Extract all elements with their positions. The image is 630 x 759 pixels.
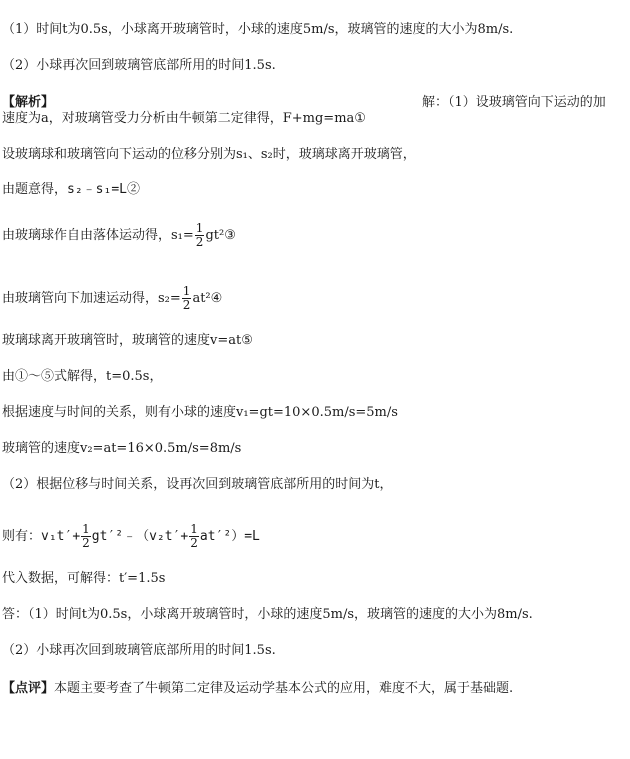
equation-fraction-1 (81, 523, 91, 550)
meaning-line (2, 182, 140, 198)
accel-rhs: at²④ (192, 291, 223, 306)
comment-text: 本题主要考查了牛顿第二定律及运动学基本公式的应用，难度不大，属于基础题. (54, 681, 514, 696)
freefall-rhs: gt²③ (205, 228, 236, 243)
accel-prefix: 由玻璃管向下加速运动得， (2, 291, 159, 306)
v2-line: 玻璃管的速度v₂=at=16×0.5m/s=8m/s (2, 441, 242, 456)
equation-prefix: 则有： (2, 529, 42, 544)
answer-line-1: （1）时间t为0.5s，小球离开玻璃管时，小球的速度5m/s，玻璃管的速度的大小为8m/s. (2, 22, 514, 37)
part2-line: （2）根据位移与时间关系，设再次回到玻璃管底部所用的时间为t， (2, 477, 393, 492)
substitute-line: 代入数据，可解得：t′=1.5s (2, 571, 166, 586)
accel-fraction (182, 285, 192, 312)
comment-heading: 【点评】 (2, 681, 55, 696)
analysis-heading: 【解析】 (2, 95, 55, 110)
equation-fraction-2 (189, 523, 199, 550)
equation-denominator-2: 2 (190, 536, 198, 550)
accel-numerator: 1 (182, 284, 191, 298)
freefall-line (2, 222, 236, 249)
analysis-intro: 解：（1）设玻璃管向下运动的加 (422, 95, 606, 110)
comment-line (2, 681, 513, 697)
freefall-lhs: s₁= (171, 228, 194, 243)
equation-denominator-1: 2 (82, 536, 90, 550)
freefall-numerator: 1 (195, 221, 204, 235)
freefall-prefix: 由玻璃球作自由落体运动得， (2, 228, 172, 243)
equation-part-a: v₁t′+ (41, 529, 81, 544)
analysis-intro-cont: 速度为a，对玻璃管受力分析由牛顿第二定律得，F+mg=ma① (2, 111, 366, 126)
meaning-equation: s₂﹣s₁=L② (67, 182, 140, 197)
final-answer-1: 答：（1）时间t为0.5s，小球离开玻璃管时，小球的速度5m/s，玻璃管的速度的大小为8m/s. (2, 607, 533, 622)
equation-part-b: gt′²﹣（v₂t′+ (91, 529, 189, 544)
v1-line: 根据速度与时间的关系，则有小球的速度v₁=gt=10×0.5m/s=5m/s (2, 405, 398, 420)
equation-numerator-1: 1 (82, 522, 90, 536)
freefall-denominator: 2 (195, 235, 204, 249)
accel-line (2, 285, 222, 312)
equation-line (2, 523, 260, 550)
equation-numerator-2: 1 (190, 522, 198, 536)
final-answer-2: （2）小球再次回到玻璃管底部所用的时间1.5s. (2, 643, 276, 658)
accel-denominator: 2 (182, 298, 191, 312)
solve-line: 由①～⑤式解得，t=0.5s， (2, 369, 163, 384)
accel-lhs: s₂= (158, 291, 181, 306)
meaning-prefix: 由题意得， (2, 182, 68, 197)
freefall-fraction (195, 222, 205, 249)
equation-part-c: at′²）=L (199, 529, 260, 544)
answer-line-2: （2）小球再次回到玻璃管底部所用的时间1.5s. (2, 58, 276, 73)
velocity-line: 玻璃球离开玻璃管时，玻璃管的速度v=at⑤ (2, 333, 253, 348)
displacement-line: 设玻璃球和玻璃管向下运动的位移分别为s₁、s₂时，玻璃球离开玻璃管， (2, 147, 416, 162)
